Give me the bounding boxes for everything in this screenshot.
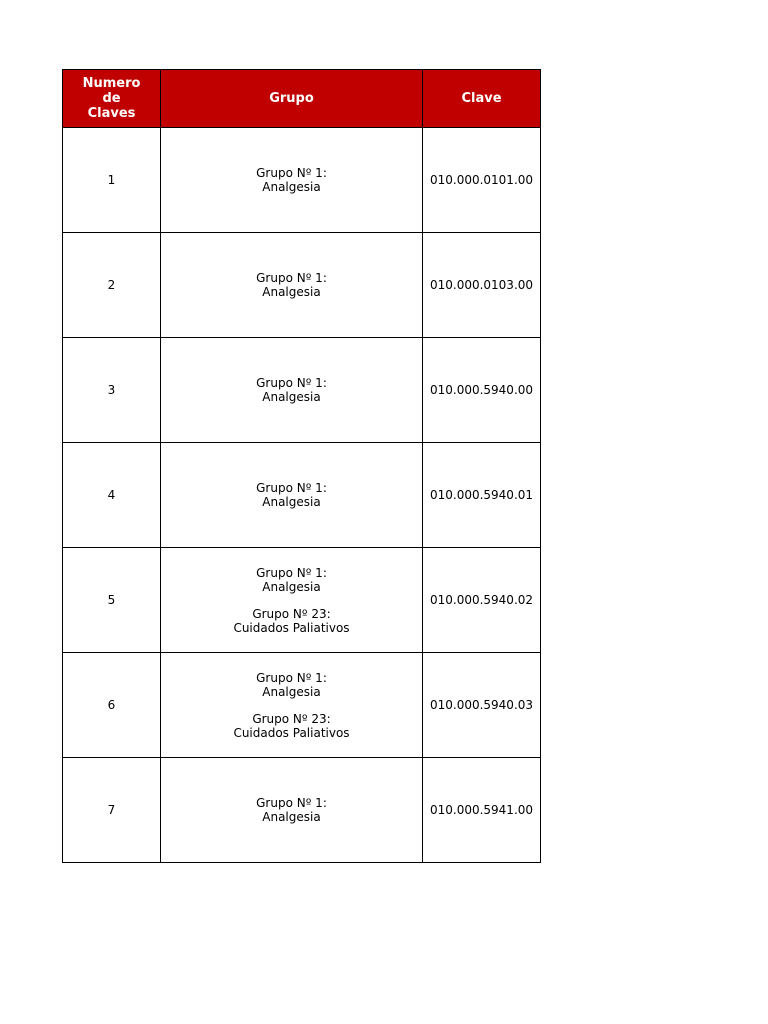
table-body <box>63 128 541 863</box>
cell-grupo <box>161 758 423 863</box>
grupo-spacer <box>165 594 418 607</box>
grupo-number: Grupo Nº 1: <box>256 271 327 285</box>
cell-clave: 010.000.0103.00 <box>423 233 541 338</box>
grupo-name: Analgesia <box>262 810 321 824</box>
cell-grupo <box>161 653 423 758</box>
cell-clave: 010.000.5940.00 <box>423 338 541 443</box>
header-numero-de-claves <box>63 70 161 128</box>
table-row <box>63 758 541 863</box>
grupo-number: Grupo Nº 1: <box>256 796 327 810</box>
cell-grupo <box>161 443 423 548</box>
claves-table <box>62 69 541 863</box>
table-row <box>63 128 541 233</box>
table-row <box>63 233 541 338</box>
grupo-number: Grupo Nº 23: <box>252 606 331 621</box>
grupo-name: Analgesia <box>262 684 321 699</box>
grupo-number: Grupo Nº 1: <box>256 481 327 495</box>
cell-numero: 3 <box>63 338 161 443</box>
grupo-name: Analgesia <box>262 579 321 594</box>
cell-clave: 010.000.5940.02 <box>423 548 541 653</box>
grupo-name: Analgesia <box>262 390 321 404</box>
cell-clave: 010.000.0101.00 <box>423 128 541 233</box>
cell-numero: 1 <box>63 128 161 233</box>
cell-clave: 010.000.5940.03 <box>423 653 541 758</box>
header-numero-line-3: Claves <box>87 106 136 121</box>
grupo-number: Grupo Nº 1: <box>256 166 327 180</box>
table-row <box>63 653 541 758</box>
grupo-name: Cuidados Paliativos <box>233 620 350 635</box>
grupo-name: Cuidados Paliativos <box>233 725 350 740</box>
grupo-name: Analgesia <box>262 285 321 299</box>
table-row <box>63 548 541 653</box>
grupo-name: Analgesia <box>262 180 321 194</box>
cell-numero: 6 <box>63 653 161 758</box>
grupo-number: Grupo Nº 23: <box>252 711 331 726</box>
header-numero-line-1: Numero <box>82 76 141 91</box>
header-clave: Clave <box>423 70 541 128</box>
grupo-number: Grupo Nº 1: <box>256 376 327 390</box>
cell-numero: 2 <box>63 233 161 338</box>
grupo-number: Grupo Nº 1: <box>256 565 327 580</box>
header-numero-line-2: de <box>102 91 121 106</box>
cell-clave: 010.000.5940.01 <box>423 443 541 548</box>
cell-clave: 010.000.5941.00 <box>423 758 541 863</box>
table-row <box>63 338 541 443</box>
grupo-number: Grupo Nº 1: <box>256 670 327 685</box>
table-row <box>63 443 541 548</box>
grupo-spacer <box>165 699 418 712</box>
grupo-name: Analgesia <box>262 495 321 509</box>
cell-numero: 7 <box>63 758 161 863</box>
cell-numero: 5 <box>63 548 161 653</box>
header-grupo: Grupo <box>161 70 423 128</box>
cell-grupo <box>161 233 423 338</box>
cell-grupo <box>161 338 423 443</box>
cell-numero: 4 <box>63 443 161 548</box>
header-row <box>63 70 541 128</box>
cell-grupo <box>161 128 423 233</box>
cell-grupo <box>161 548 423 653</box>
